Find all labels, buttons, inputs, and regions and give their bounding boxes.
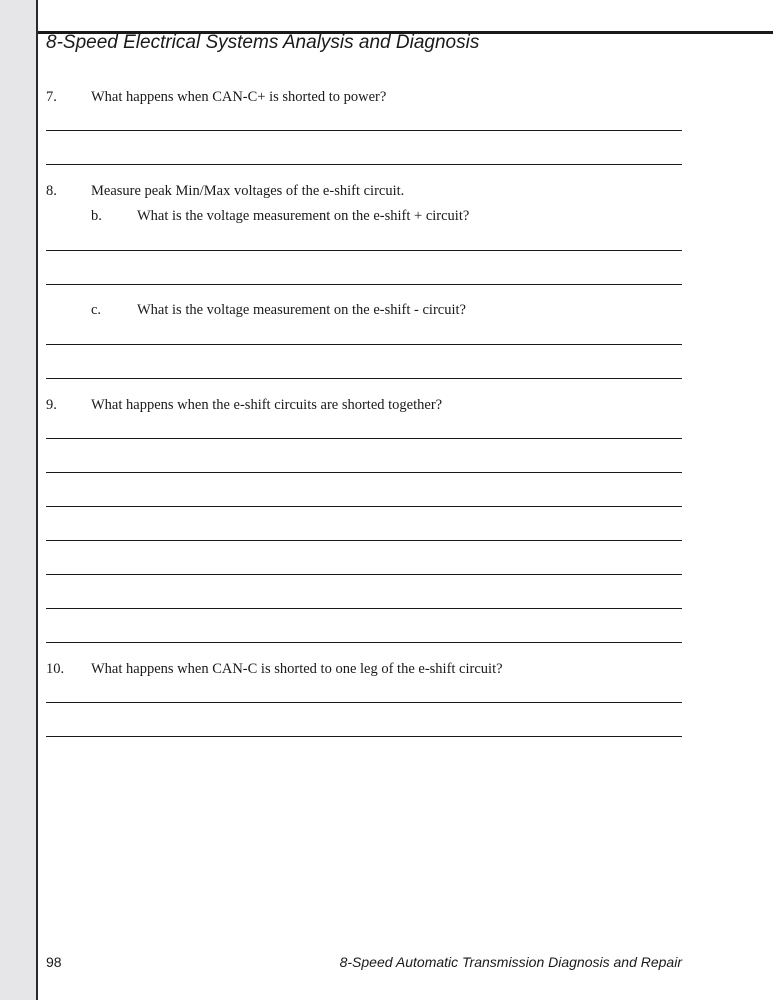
answer-line[interactable] [46, 164, 682, 165]
question-text: Measure peak Min/Max voltages of the e-shift circuit. [91, 183, 405, 199]
subquestion-letter: b. [91, 208, 102, 224]
subquestion-text: What is the voltage measurement on the e-shift - circuit? [137, 302, 466, 318]
left-margin-bar [0, 0, 38, 1000]
question-number: 8. [46, 183, 57, 199]
answer-line[interactable] [46, 250, 682, 251]
answer-line[interactable] [46, 642, 682, 643]
page-title: 8-Speed Electrical Systems Analysis and Diagnosis [46, 32, 480, 53]
subquestion-letter: c. [91, 302, 102, 318]
answer-line[interactable] [46, 736, 682, 737]
question-text: What happens when the e-shift circuits are shorted together? [91, 397, 443, 413]
subquestion-text: What is the voltage measurement on the e-shift + circuit? [137, 208, 470, 224]
answer-line[interactable] [46, 540, 682, 541]
answer-line[interactable] [46, 506, 682, 507]
question-text: What happens when CAN-C+ is shorted to power? [91, 89, 387, 105]
question-text: What happens when CAN-C is shorted to one leg of the e-shift circuit? [91, 661, 503, 677]
footer-book-title: 8-Speed Automatic Transmission Diagnosis and Repair [339, 954, 682, 970]
answer-line[interactable] [46, 378, 682, 379]
page-number: 98 [46, 954, 62, 970]
answer-line[interactable] [46, 608, 682, 609]
answer-line[interactable] [46, 284, 682, 285]
question-number: 9. [46, 397, 57, 413]
question-number: 7. [46, 89, 57, 105]
answer-line[interactable] [46, 702, 682, 703]
answer-line[interactable] [46, 574, 682, 575]
question-number: 10. [46, 661, 65, 677]
answer-line[interactable] [46, 130, 682, 131]
answer-line[interactable] [46, 438, 682, 439]
answer-line[interactable] [46, 344, 682, 345]
answer-line[interactable] [46, 472, 682, 473]
